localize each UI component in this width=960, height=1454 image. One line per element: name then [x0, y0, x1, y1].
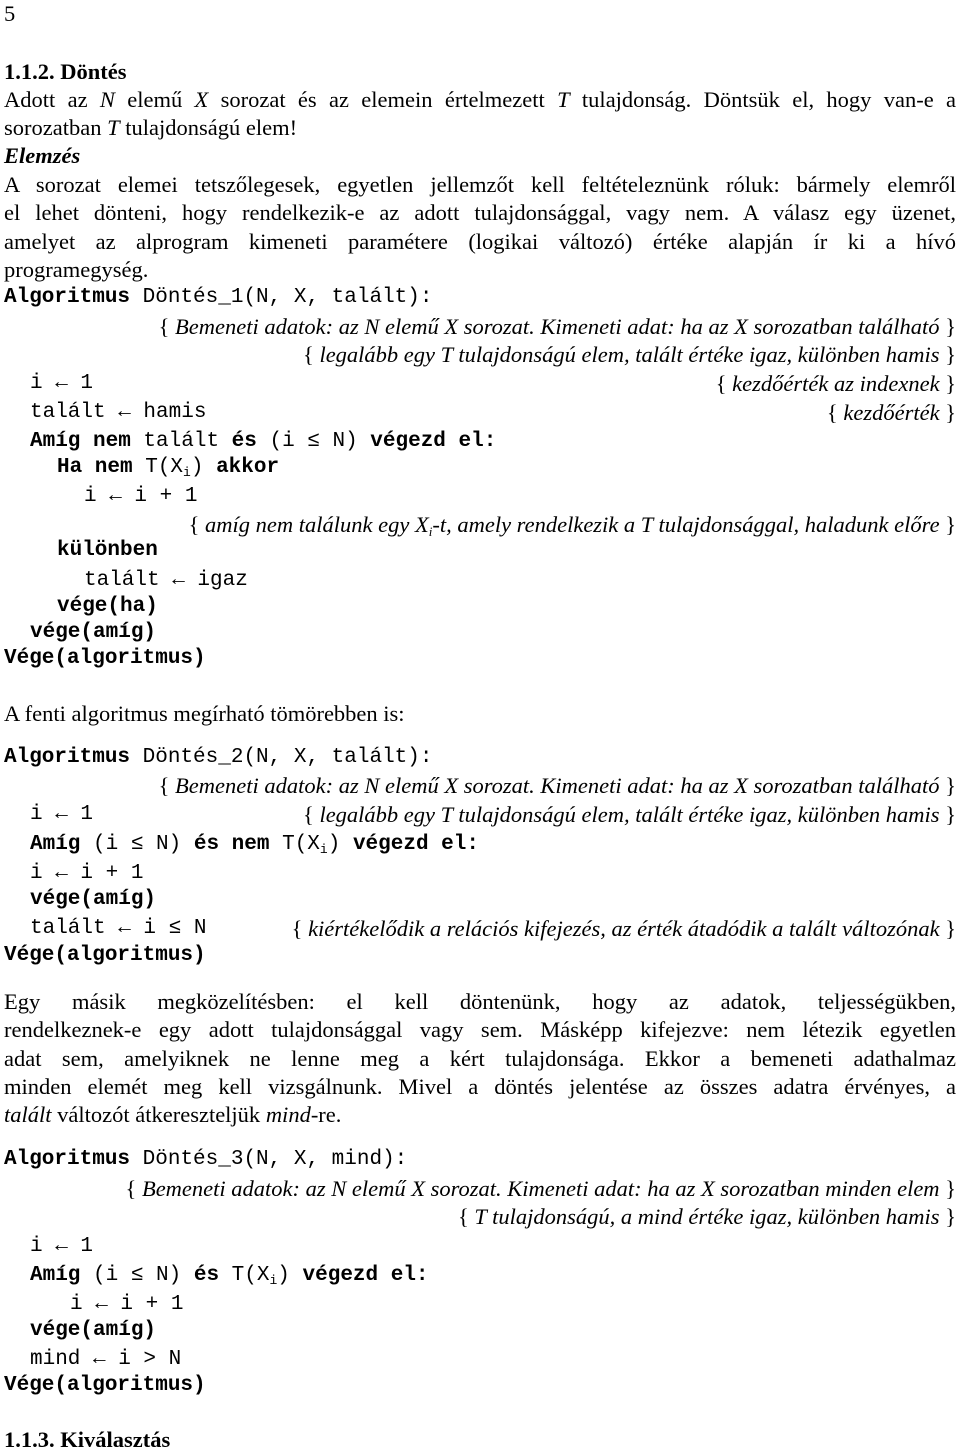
alg3-while: Amíg (i ≤ N) és $T(X_i)$ végezd el:	[30, 1264, 429, 1288]
alg1-increment: i ← i + 1	[84, 485, 198, 508]
alg1-while: Amíg nem talált és (i ≤ N) végezd el:	[30, 430, 497, 453]
alg1-comment-5: { amíg nem találunk egy $X_i-t$, amely rendelkezik a T tulajdonsággal, haladunk előre }	[188, 512, 956, 539]
para2-line-4: minden elemét meg kell vizsgálnunk. Mivel a döntés jelentése az összes adatra érvényes, a	[4, 1074, 956, 1099]
alg3-comment-2: { T tulajdonságú, a mind értéke igaz, különben hamis }	[457, 1204, 956, 1229]
elemzes-line-2: el lehet dönteni, hogy rendelkezik-e az adott tulajdonsággal, vagy nem. A válasz egy üzenet,	[4, 200, 956, 225]
alg2-end: Vége(algoritmus)	[4, 944, 206, 967]
alg2-while: Amíg (i ≤ N) és nem $T(X_i)$ végezd el:	[30, 833, 479, 857]
alg2-comment-2: { legalább egy T tulajdonságú elem, talált értéke igaz, különben hamis }	[303, 802, 956, 827]
next-section-title: 1.1.3. Kiválasztás	[4, 1427, 171, 1452]
between-text: A fenti algoritmus megírható tömörebben is:	[4, 701, 405, 726]
alg3-header: Algoritmus Döntés_3(N, X, mind):	[4, 1148, 408, 1171]
alg1-if: Ha nem $T(X_i)$ akkor	[57, 456, 280, 480]
alg1-init-talalt: talált ← hamis	[30, 401, 207, 424]
alg2-assign: talált ← i ≤ N	[30, 917, 207, 940]
elemzes-line-1: A sorozat elemei tetszőlegesek, egyetlen jellemzőt kell feltételeznünk róluk: bármely elemről	[4, 172, 956, 197]
alg2-increment: i ← i + 1	[30, 862, 144, 885]
intro-line-2: sorozatban T tulajdonságú elem!	[4, 115, 298, 140]
alg2-init-i: i ← 1	[30, 803, 94, 826]
alg1-end-if: vége(ha)	[57, 595, 158, 618]
alg2-header: Algoritmus Döntés_2(N, X, talált):	[4, 746, 433, 769]
alg3-assign: mind ← i > N	[30, 1348, 182, 1371]
elemzes-heading: Elemzés	[4, 143, 81, 168]
intro-line-1: Adott az N elemű X sorozat és az elemein értelmezett T tulajdonság. Döntsük el, hogy van-e a	[4, 87, 956, 112]
para2-line-5: talált változót átkereszteljük mind-re.	[4, 1102, 342, 1127]
alg3-end: Vége(algoritmus)	[4, 1374, 206, 1397]
para2-line-2: rendelkeznek-e egy adott tulajdonsággal vagy sem. Másképp kifejezve: nem létezik egyetlen	[4, 1017, 956, 1042]
alg3-end-while: vége(amíg)	[30, 1319, 157, 1342]
alg1-end-while: vége(amíg)	[30, 621, 157, 644]
alg1-set-found: talált ← igaz	[84, 569, 248, 592]
page-number: 5	[4, 1, 16, 26]
alg2-comment-1: { Bemeneti adatok: az N elemű X sorozat. Kimeneti adat: ha az X sorozatban található }	[158, 773, 956, 798]
alg1-comment-2: { legalább egy T tulajdonságú elem, talált értéke igaz, különben hamis }	[303, 342, 956, 367]
alg1-header: Algoritmus Döntés_1(N, X, talált):	[4, 286, 433, 309]
alg1-comment-1: { Bemeneti adatok: az N elemű X sorozat. Kimeneti adat: ha az X sorozatban található }	[158, 314, 956, 339]
elemzes-line-4: programegység.	[4, 257, 149, 282]
alg1-else: különben	[57, 539, 158, 562]
alg1-comment-4: { kezdőérték }	[826, 400, 956, 425]
alg2-comment-3: { kiértékelődik a relációs kifejezés, az érték átadódik a talált változónak }	[291, 916, 956, 941]
alg1-init-i: i ← 1	[30, 372, 94, 395]
alg1-end: Vége(algoritmus)	[4, 647, 206, 670]
elemzes-line-3: amelyet az alprogram kimeneti paramétere (logikai változó) értéke alapján ír ki a hívó	[4, 229, 956, 254]
para2-line-3: adat sem, amelyiknek ne lenne meg a kért tulajdonsága. Ekkor a bemeneti adathalmaz	[4, 1046, 956, 1071]
alg2-end-while: vége(amíg)	[30, 888, 157, 911]
para2-line-1: Egy másik megközelítésben: el kell döntenünk, hogy az adatok, teljességükben,	[4, 989, 956, 1014]
alg1-comment-3: { kezdőérték az indexnek }	[715, 371, 956, 396]
alg3-increment: i ← i + 1	[70, 1293, 184, 1316]
alg3-comment-1: { Bemeneti adatok: az N elemű X sorozat. Kimeneti adat: ha az X sorozatban minden elem }	[125, 1176, 956, 1201]
alg3-init-i: i ← 1	[30, 1235, 94, 1258]
section-title: 1.1.2. Döntés	[4, 59, 127, 84]
